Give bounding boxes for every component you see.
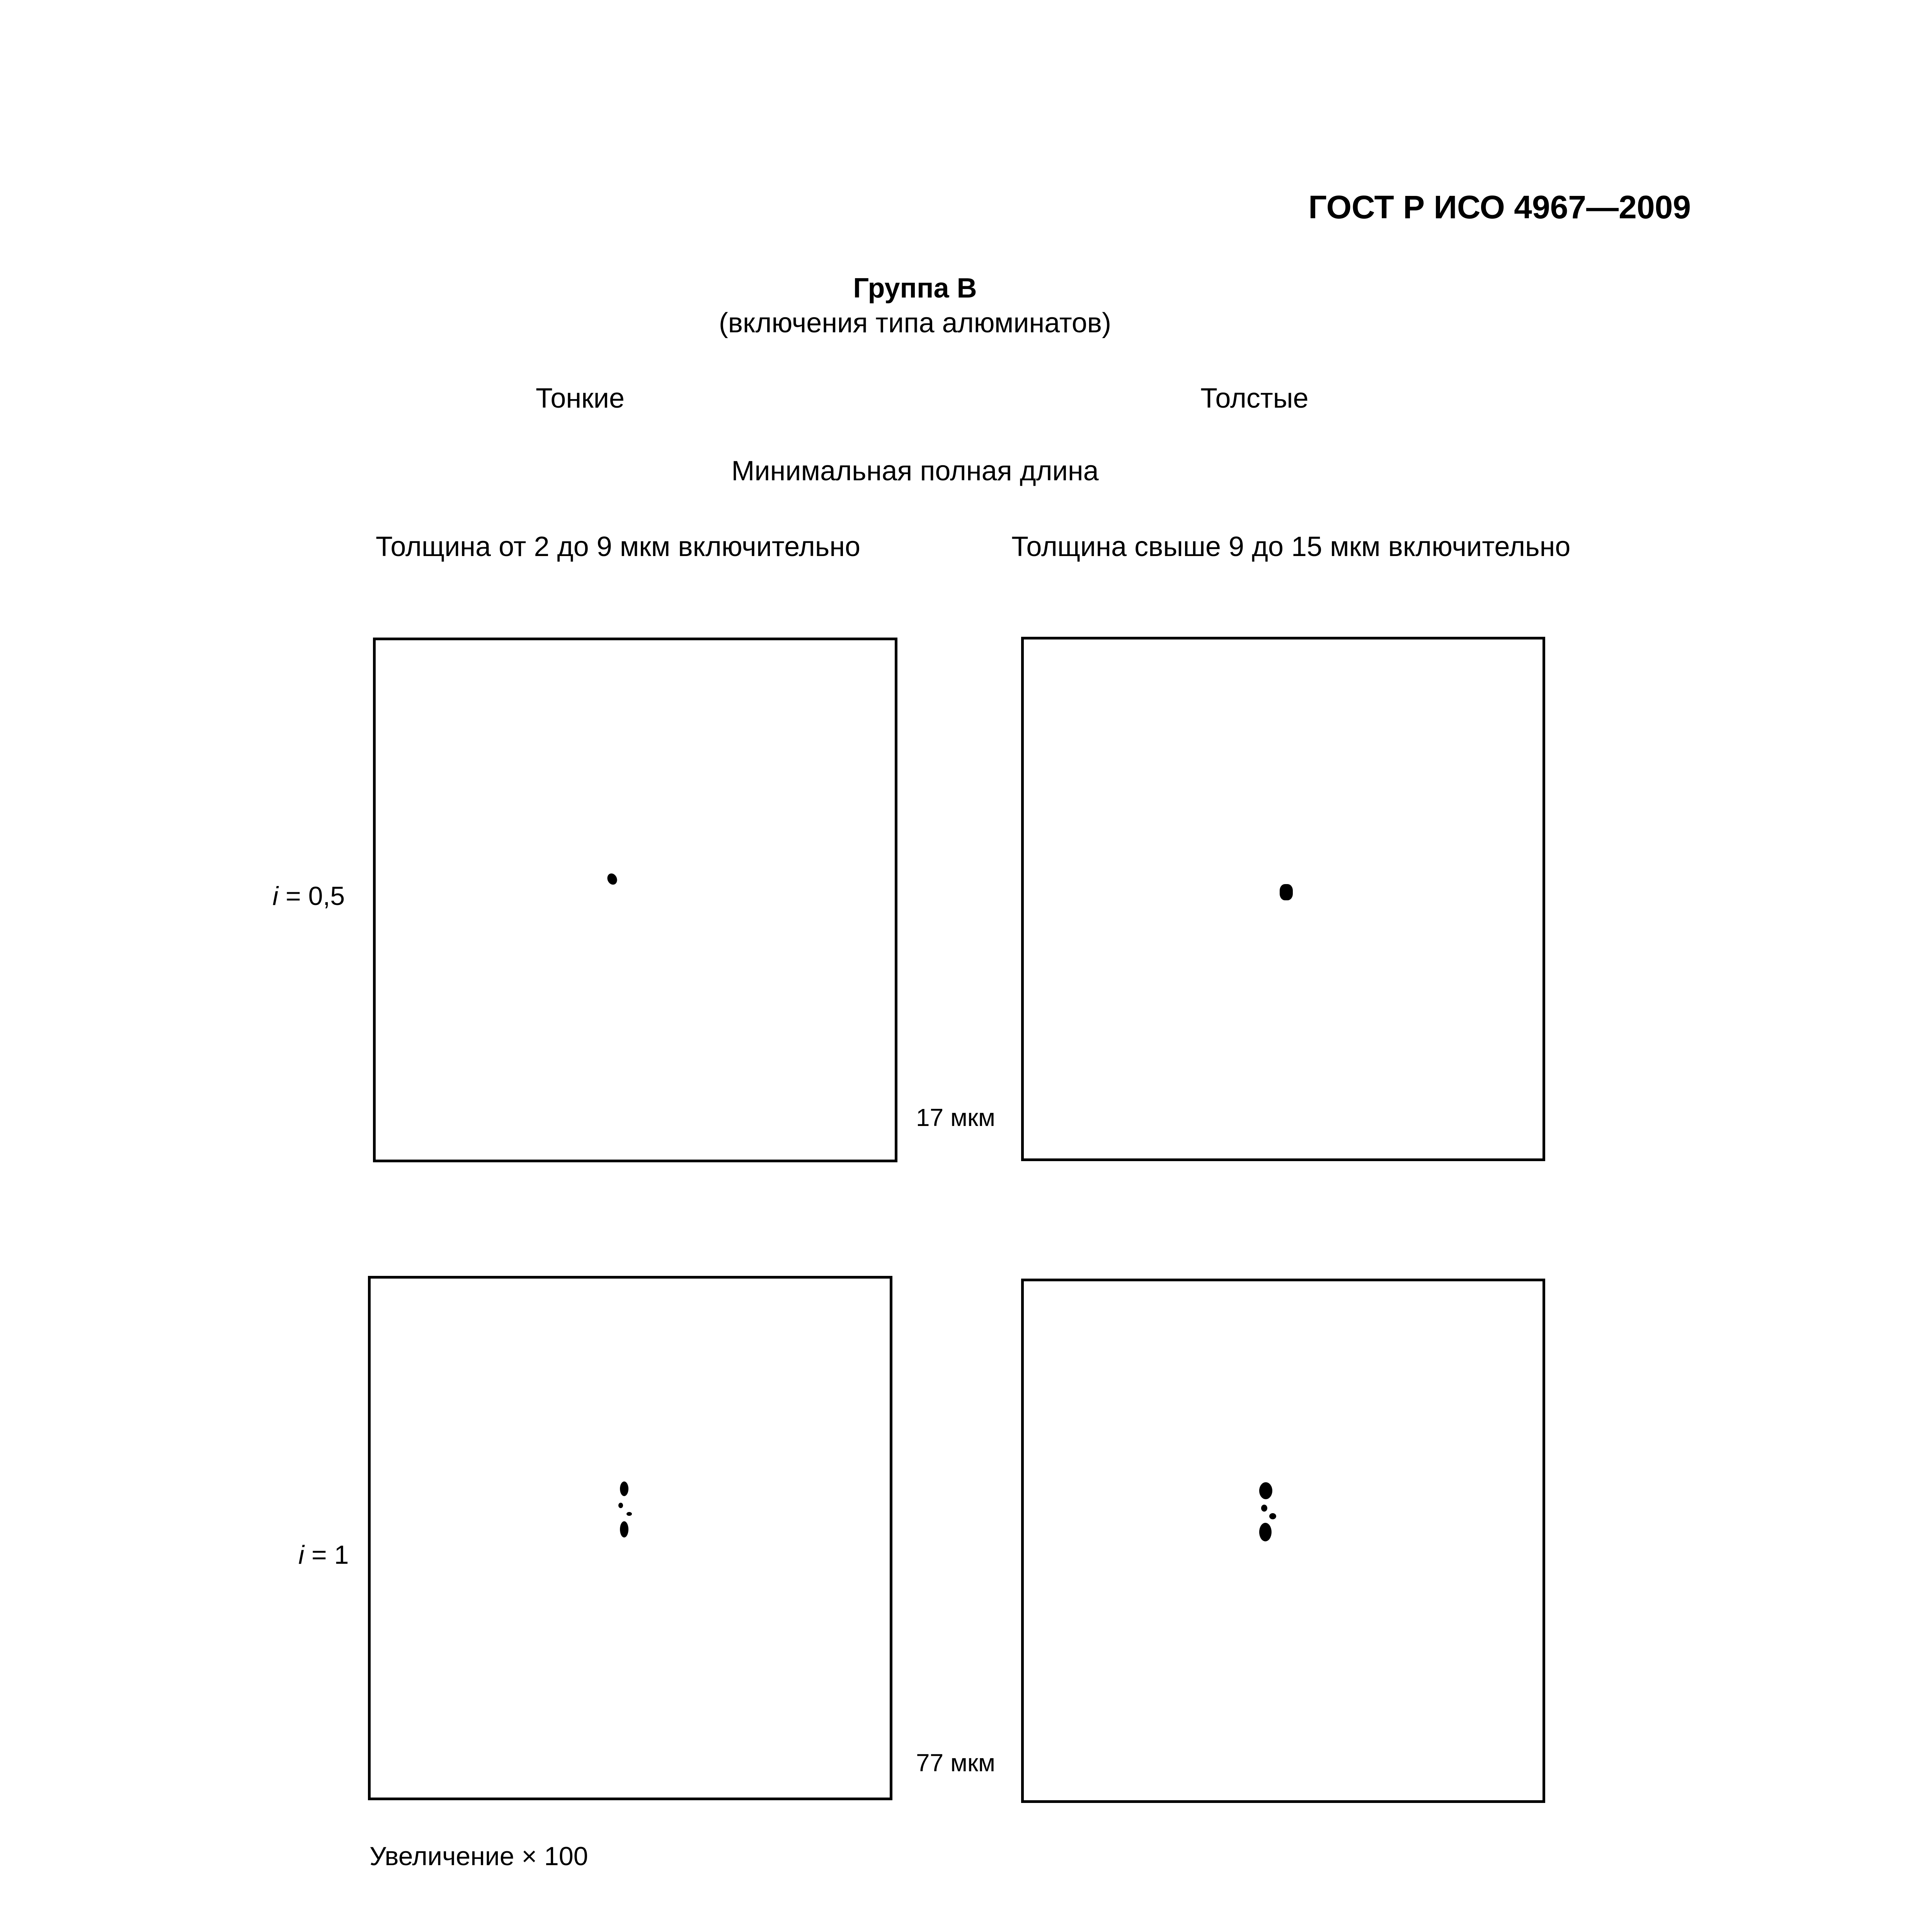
inclusion-particle [1280, 884, 1293, 900]
thick-range-label: Толщина свыше 9 до 15 мкм включительно [1011, 531, 1571, 562]
inclusion-particle [606, 872, 619, 886]
inclusion-particle [1261, 1505, 1267, 1512]
group-subtitle: (включения типа алюминатов) [718, 308, 1112, 338]
inclusion-particle [1259, 1523, 1272, 1541]
inclusion-particle [1269, 1513, 1276, 1519]
inclusion-particle [620, 1521, 628, 1537]
thin-range-label: Толщина от 2 до 9 мкм включительно [376, 531, 861, 562]
column-header-thick: Толстые [1200, 383, 1309, 414]
length-label-row-2: 77 мкм [916, 1749, 995, 1777]
magnification-note: Увеличение × 100 [369, 1842, 588, 1871]
i-symbol: i [272, 881, 279, 911]
micrograph-thin-i-1 [368, 1276, 892, 1800]
i-symbol: i [298, 1540, 305, 1570]
inclusion-particle [620, 1481, 628, 1496]
micrograph-thin-i-0-5 [373, 638, 897, 1162]
length-label-row-1: 17 мкм [916, 1104, 995, 1131]
min-length-label: Минимальная полная длина [731, 456, 1099, 486]
document-code: ГОСТ Р ИСО 4967—2009 [1308, 189, 1691, 225]
row-label-i-0-5 [272, 881, 345, 911]
micrograph-thick-i-0-5 [1021, 637, 1545, 1161]
micrograph-thick-i-1 [1021, 1279, 1545, 1803]
inclusion-particle [627, 1512, 632, 1516]
i-value: = 1 [304, 1540, 349, 1570]
group-title: Группа В [853, 273, 977, 304]
i-value: = 0,5 [278, 881, 345, 911]
column-header-thin: Тонкие [536, 383, 625, 414]
row-label-i-1 [298, 1540, 349, 1570]
inclusion-particle [1259, 1482, 1272, 1499]
inclusion-particle [618, 1503, 623, 1508]
